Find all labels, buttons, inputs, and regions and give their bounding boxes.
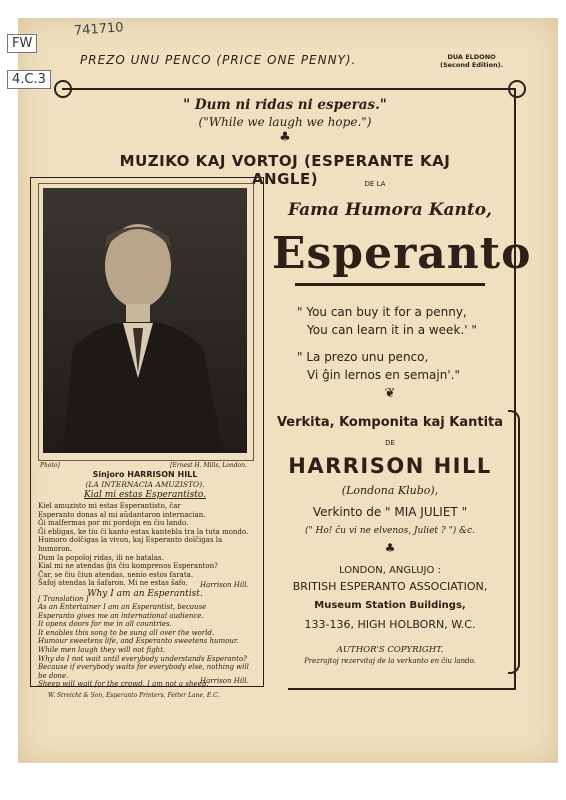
photo-caption-right: [Ernest H. Mills, London.: [170, 462, 247, 469]
en-line: While men laugh they will not fight.: [38, 645, 166, 654]
en-line: It opens doors for me in all countries.: [38, 620, 172, 629]
pencil-number: 741710: [73, 20, 125, 39]
en-line: Why do I not wait until everybody understands Esperanto?: [38, 654, 247, 663]
edition-line1: DUA ELDONO: [447, 53, 496, 61]
frame-bottom-rule: [288, 688, 516, 690]
edition-label: [440, 53, 503, 69]
credits-de: DE: [385, 439, 395, 447]
sidebar-eo-sign: Harrison Hill.: [200, 581, 249, 589]
flourish-ornament: ❦: [384, 386, 396, 401]
quote-eo: [297, 348, 460, 384]
sidebar-name: Sinjoro HARRISON HILL: [92, 470, 198, 479]
sidebar-en-tag: [ Translation ]: [38, 595, 89, 603]
eo-line: Ĝi ebligas, ke tiu ĉi kanto estas kantebla tra la tuta mondo.: [38, 527, 249, 536]
en-line: As an Entertainer I am an Esperantist, because: [38, 603, 207, 611]
quote-eo-line2: Vi ĝin lernos en semajn'.": [307, 368, 460, 382]
eo-line: Ĉar, se ĉiu ĉiun atendas, nenio estos farata.: [38, 570, 194, 579]
eo-line: Dum la popoloj ridas, ili ne batalas.: [38, 553, 164, 562]
copyright-note: Prezrajtoj rezervitaj de la verkanto en ĉiu lando.: [304, 657, 476, 665]
title-big: Esperanto: [272, 228, 532, 279]
en-line: Humour sweetens life, and Esperanto sweetens humour.: [38, 637, 239, 646]
publisher-city: LONDON, ANGLUJO :: [339, 565, 441, 576]
price-line: PREZO UNU PENCO (PRICE ONE PENNY).: [80, 53, 357, 67]
eo-line: Ŝafoj atendas la ŝafaron. Mi ne estas ŝafo.: [38, 579, 188, 588]
tag-fw: FW: [7, 34, 37, 53]
publisher-bldg: Museum Station Buildings,: [314, 600, 466, 611]
credits-verkinto: Verkinto de " MIA JULIET ": [312, 505, 468, 519]
motto-english: ("While we laugh we hope."): [198, 115, 372, 129]
portrait-figure: [43, 188, 247, 453]
quote-eo-line1: " La prezo unu penco,: [297, 350, 429, 364]
publisher-address: 133-136, HIGH HOLBORN, W.C.: [304, 618, 476, 631]
eo-line: Kiel amuzisto mi estas Esperantisto, ĉar: [38, 502, 181, 510]
en-line: Sheep will wait for the crowd. I am not a sheep.: [38, 680, 209, 689]
en-line: It enables this song to be sung all over the world.: [38, 628, 215, 637]
quote-en: [297, 303, 477, 339]
frame-right-bracket: [508, 410, 520, 674]
motto-esperanto: " Dum ni ridas ni esperas.": [183, 97, 387, 113]
sidebar-org: (LA INTERNACIA AMUZISTO).: [85, 480, 205, 489]
credits-club: (Londona Klubo),: [341, 484, 439, 497]
credits-verkita: Verkita, Komponita kaj Kantita: [276, 415, 504, 430]
sidebar-en-sign: Harrison Hill.: [200, 677, 249, 685]
tag-code: 4.C.3: [7, 70, 51, 89]
eo-line: Ĝi malfermas por mi pordojn en ĉiu lando.: [38, 519, 189, 528]
credits-author: HARRISON HILL: [288, 454, 492, 478]
title-main: MUZIKO KAJ VORTOJ (ESPERANTE KAJ ANGLE): [119, 152, 451, 188]
eo-line: Esperanto donas al mi aŭdantaron internacian.: [38, 510, 206, 519]
en-line: Esperanto gives me an international audience.: [38, 611, 204, 620]
trefoil-ornament-2: ♣: [384, 541, 396, 555]
credits-verkinto-sub: (" Ho! ĉu vi ne elvenos, Juliet ? ") &c.: [304, 526, 475, 536]
en-line: be done.: [38, 671, 69, 680]
sidebar-en-heading: Why I am an Esperantist.: [87, 589, 203, 599]
en-line: Because if everybody waits for everybody else, nothing will: [38, 663, 249, 672]
edition-line2: (Second Edition).: [440, 61, 504, 69]
photo-caption-left: Photo]: [40, 462, 60, 469]
eo-line: Kial mi ne atendas ĝis ĉiu komprenos Esperanton?: [38, 562, 218, 571]
sidebar-eo-heading: Kial mi estas Esperantisto.: [84, 490, 206, 500]
printer-imprint: W. Streicht & Son, Esperanto Printers, Fetter Lane, E.C.: [48, 692, 220, 699]
title-de-la: DE LA: [364, 180, 386, 188]
trefoil-ornament: ♣: [279, 130, 291, 145]
frame-curl-top-right: [508, 80, 526, 98]
title-underline: [295, 283, 485, 286]
quote-en-line2: You can learn it in a week.' ": [307, 323, 477, 337]
title-subtitle: Fama Humora Kanto,: [288, 200, 492, 220]
quote-en-line1: " You can buy it for a penny,: [297, 305, 467, 319]
sidebar-eo-text: [38, 502, 256, 588]
eo-line: Humoro dolĉigas la vivon, kaj Esperanto dolĉigas la humoron.: [38, 536, 223, 553]
copyright-label: AUTHOR'S COPYRIGHT.: [336, 645, 444, 655]
frame-curl-top-left: [54, 80, 72, 98]
portrait-photo: [43, 188, 247, 453]
publisher-assoc: BRITISH ESPERANTO ASSOCIATION,: [292, 580, 488, 593]
